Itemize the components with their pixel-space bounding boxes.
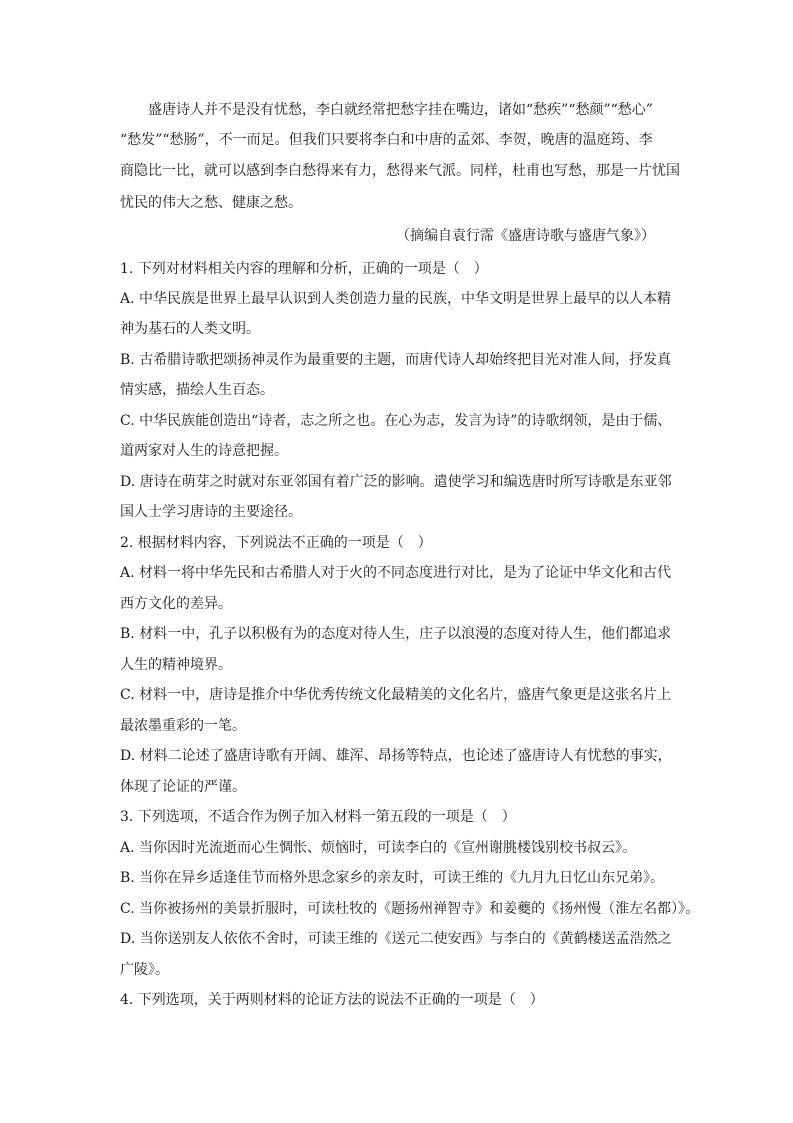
q2-option-b-line-2: 人生的精神境界。	[120, 657, 232, 673]
passage-line-2: “愁发”“愁肠”，不一而足。但我们只要将李白和中唐的孟郊、李贺，晚唐的温庭筠、李	[120, 132, 653, 148]
q2-option-b-line-1: B. 材料一中，孔子以积极有为的态度对待人生，庄子以浪漫的态度对待人生，他们都追求	[120, 626, 672, 642]
q1-option-c-line-2: 道两家对人生的诗意把握。	[120, 443, 288, 459]
q1-option-b-line-2: 情实感，描绘人生百态。	[120, 382, 274, 398]
passage-source: （摘编自袁行霈《盛唐诗歌与盛唐气象》）	[396, 228, 655, 244]
question-4-stem: 4. 下列选项，关于两则材料的论证方法的说法不正确的一项是（ ）	[120, 992, 544, 1008]
q3-option-a: A. 当你因时光流逝而心生惆怅、烦恼时，可读李白的《宣州谢朓楼饯别校书叔云》。	[120, 840, 637, 856]
q1-option-b-line-1: B. 古希腊诗歌把颂扬神灵作为最重要的主题，而唐代诗人却始终把目光对准人间，抒发真	[120, 352, 672, 368]
q2-option-a-line-2: 西方文化的差异。	[120, 596, 232, 612]
q1-option-c-line-1: C. 中华民族能创造出“诗者，志之所之也。在心为志，发言为诗”的诗歌纲领，是由于儒、	[120, 413, 672, 429]
question-3-stem: 3. 下列选项，不适合作为例子加入材料一第五段的一项是（ ）	[120, 809, 516, 825]
q1-option-a-line-2: 神为基石的人类文明。	[120, 321, 260, 337]
q2-option-d-line-1: D. 材料二论述了盛唐诗歌有开阔、雄浑、昂扬等特点，也论述了盛唐诗人有忧愁的事实，	[120, 748, 672, 764]
question-1-stem: 1. 下列对材料相关内容的理解和分析，正确的一项是（ ）	[120, 261, 488, 277]
question-2-stem: 2. 根据材料内容，下列说法不正确的一项是（ ）	[120, 535, 432, 551]
passage-line-4: 忧民的伟大之愁、健康之愁。	[120, 195, 302, 211]
q1-option-a-line-1: A. 中华民族是世界上最早认识到人类创造力量的民族，中华文明是世界上最早的以人本精	[120, 291, 672, 307]
passage-line-3: 商隐比一比，就可以感到李白愁得来有力，愁得来气派。同样，杜甫也写愁，那是一片忧国	[120, 163, 680, 179]
passage-line-1: 盛唐诗人并不是没有忧愁，李白就经常把愁字挂在嘴边，诸如“愁疾”“愁颜”“愁心”	[148, 102, 653, 118]
q2-option-c-line-1: C. 材料一中，唐诗是推介中华优秀传统文化最精美的文化名片，盛唐气象更是这张名片上	[120, 687, 672, 703]
q2-option-d-line-2: 体现了论证的严谨。	[120, 779, 246, 795]
q3-option-d-line-1: D. 当你送别友人依依不舍时，可读王维的《送元二使安西》与李白的《黄鹤楼送孟浩然之	[120, 931, 672, 947]
q2-option-a-line-1: A. 材料一将中华先民和古希腊人对于火的不同态度进行对比，是为了论证中华文化和古代	[120, 565, 672, 581]
q3-option-c: C. 当你被扬州的美景折服时，可读杜牧的《题扬州禅智寺》和姜夔的《扬州慢（淮左名都）》。	[120, 901, 700, 917]
q1-option-d-line-2: 国人士学习唐诗的主要途径。	[120, 504, 302, 520]
q3-option-b: B. 当你在异乡适逢佳节而格外思念家乡的亲友时，可读王维的《九月九日忆山东兄弟》。	[120, 870, 665, 886]
q3-option-d-line-2: 广陵》。	[120, 962, 169, 978]
q2-option-c-line-2: 最浓墨重彩的一笔。	[120, 718, 246, 734]
q1-option-d-line-1: D. 唐诗在萌芽之时就对东亚邻国有着广泛的影响。遣使学习和编选唐时所写诗歌是东亚邻	[120, 474, 672, 490]
